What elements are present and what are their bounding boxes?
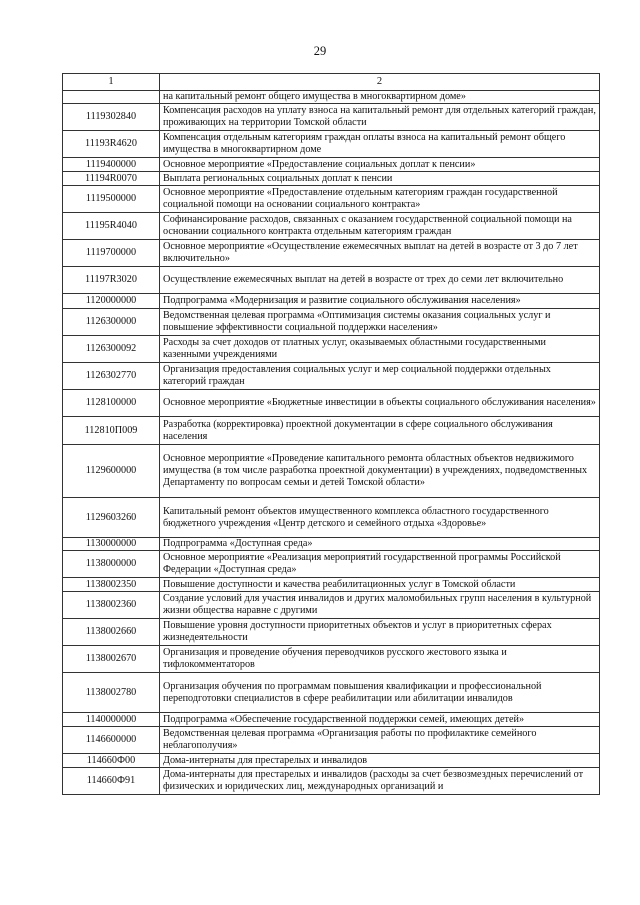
table-row [63,498,600,538]
table-row [63,768,600,795]
row-code: 1138002780 [63,673,160,713]
table-row [63,104,600,131]
row-name: Организация предоставления социальных услуг и мер социальной поддержки отдельных категорий граждан [160,363,600,390]
table-row [63,363,600,390]
table-row [63,267,600,294]
row-code: 1119700000 [63,240,160,267]
row-code: 1126302770 [63,363,160,390]
row-name: Осуществление ежемесячных выплат на детей в возрасте от трех до семи лет включительно [160,267,600,294]
table-row [63,294,600,309]
budget-classification-table [62,73,600,795]
table-row [63,186,600,213]
row-name: Ведомственная целевая программа «Оптимизация системы оказания социальных услуг и повышение эффективности социальной поддержки населения» [160,309,600,336]
row-name: Софинансирование расходов, связанных с оказанием государственной социальной помощи на основании социального контракта отдельным категориям граждан [160,213,600,240]
row-code: 1138002360 [63,592,160,619]
row-code: 1119302840 [63,104,160,131]
table-row [63,673,600,713]
row-code: 1119400000 [63,158,160,172]
row-name: Основное мероприятие «Предоставление отдельным категориям граждан государственной социальной помощи на основании социального контракта» [160,186,600,213]
column-header-name: 2 [160,74,600,91]
row-code: 11195R4040 [63,213,160,240]
table-row [63,417,600,445]
row-code: 11194R0070 [63,172,160,186]
row-code: 1146600000 [63,727,160,754]
row-name: Ведомственная целевая программа «Организация работы по профилактике семейного неблагополучия» [160,727,600,754]
row-name: Капитальный ремонт объектов имущественного комплекса областного государственного бюджетного учреждения «Центр детского и семейного отдыха «Здоровье» [160,498,600,538]
row-code: 1140000000 [63,713,160,727]
row-code: 1128100000 [63,390,160,417]
row-name: Дома-интернаты для престарелых и инвалидов (расходы за счет безвозмездных перечислений от физических и юридических лиц, международных организаций и [160,768,600,795]
row-name: Подпрограмма «Обеспечение государственной поддержки семей, имеющих детей» [160,713,600,727]
table-header-row [63,74,600,91]
table-row [63,578,600,592]
table-row [63,713,600,727]
table-row [63,91,600,104]
row-code: 11193R4620 [63,131,160,158]
row-code: 114660Ф91 [63,768,160,795]
row-code: 1120000000 [63,294,160,309]
row-name: на капитальный ремонт общего имущества в многоквартирном доме» [160,91,600,104]
row-name: Основное мероприятие «Предоставление социальных доплат к пенсии» [160,158,600,172]
row-name: Основное мероприятие «Реализация мероприятий государственной программы Российской Федерации «Доступная среда» [160,551,600,578]
table-row [63,551,600,578]
row-name: Дома-интернаты для престарелых и инвалидов [160,754,600,768]
row-code: 1138002350 [63,578,160,592]
table-row [63,131,600,158]
row-code: 1138002670 [63,646,160,673]
row-code [63,91,160,104]
row-code: 1119500000 [63,186,160,213]
row-name: Организация и проведение обучения переводчиков русского жестового языка и тифлокомментаторов [160,646,600,673]
row-name: Выплата региональных социальных доплат к пенсии [160,172,600,186]
row-code: 1138002660 [63,619,160,646]
row-code: 11197R3020 [63,267,160,294]
table-row [63,646,600,673]
row-code: 1138000000 [63,551,160,578]
table-row [63,309,600,336]
table-row [63,538,600,551]
row-name: Основное мероприятие «Бюджетные инвестиции в объекты социального обслуживания населения» [160,390,600,417]
row-name: Основное мероприятие «Осуществление ежемесячных выплат на детей в возрасте от 3 до 7 лет включительно» [160,240,600,267]
table-row [63,727,600,754]
table-row [63,592,600,619]
column-header-code: 1 [63,74,160,91]
row-code: 1126300000 [63,309,160,336]
table-row [63,445,600,498]
row-name: Подпрограмма «Доступная среда» [160,538,600,551]
row-code: 1129603260 [63,498,160,538]
row-name: Повышение уровня доступности приоритетных объектов и услуг в приоритетных сферах жизнедеятельности [160,619,600,646]
table-body [63,91,600,795]
table-row [63,754,600,768]
table-row [63,213,600,240]
row-code: 1129600000 [63,445,160,498]
row-name: Подпрограмма «Модернизация и развитие социального обслуживания населения» [160,294,600,309]
table-row [63,390,600,417]
row-code: 1130000000 [63,538,160,551]
page-number: 29 [313,44,327,58]
row-code: 112810П009 [63,417,160,445]
table-row [63,619,600,646]
table-row [63,172,600,186]
row-name: Компенсация расходов на уплату взноса на капитальный ремонт для отдельных категорий граждан, проживающих на территории Томской области [160,104,600,131]
table-row [63,158,600,172]
row-name: Расходы за счет доходов от платных услуг, оказываемых областными государственными казенными учреждениями [160,336,600,363]
row-name: Разработка (корректировка) проектной документации в сфере социального обслуживания населения [160,417,600,445]
row-name: Организация обучения по программам повышения квалификации и профессиональной переподготовки специалистов в сфере реабилитации или абилитации инвалидов [160,673,600,713]
row-name: Компенсация отдельным категориям граждан оплаты взноса на капитальный ремонт общего имущества в многоквартирном доме [160,131,600,158]
row-code: 1126300092 [63,336,160,363]
row-name: Основное мероприятие «Проведение капитального ремонта областных объектов недвижимого имущества (в том числе разработка проектной документации) в учреждениях, подведомственных Департаменту по вопросам семьи и детей Томской области» [160,445,600,498]
row-name: Повышение доступности и качества реабилитационных услуг в Томской области [160,578,600,592]
row-code: 114660Ф00 [63,754,160,768]
table-row [63,240,600,267]
table-row [63,336,600,363]
row-name: Создание условий для участия инвалидов и других маломобильных групп населения в культурной жизни общества наравне с другими [160,592,600,619]
